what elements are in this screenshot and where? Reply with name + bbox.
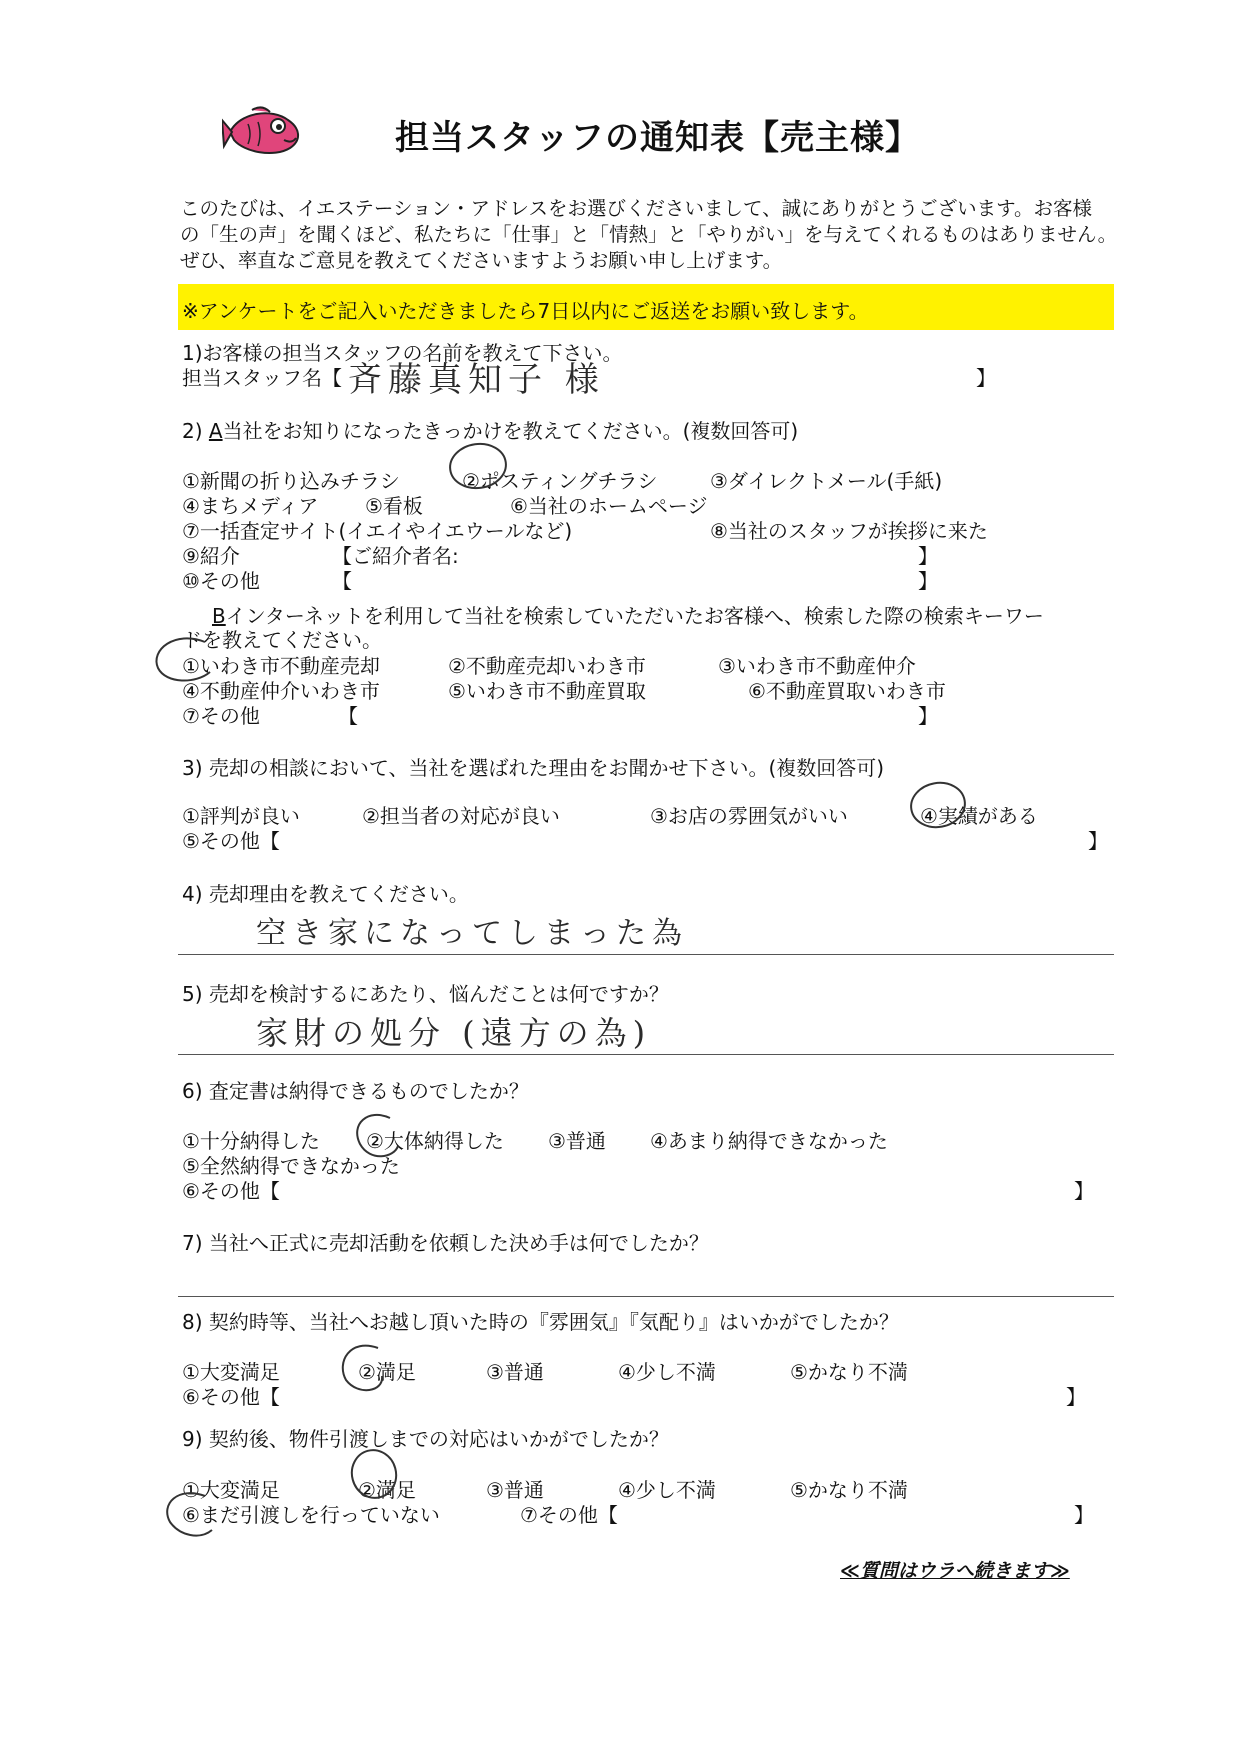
notice-text: ※アンケートをご記入いただきましたら7日以内にご返送をお願い致します。 xyxy=(182,299,869,323)
q2a-text: 当社をお知りになったきっかけを教えてください。(複数回答可) xyxy=(222,419,799,443)
q2a-referrer-field[interactable]: 【ご紹介者名: xyxy=(332,544,459,568)
q6-question: 6) 査定書は納得できるものでしたか？ xyxy=(182,1079,529,1103)
q3-other-close: 】 xyxy=(1088,829,1108,853)
q2a-referrer-close: 】 xyxy=(918,544,938,568)
q8-other-close: 】 xyxy=(1066,1385,1086,1409)
q3-question: 3) 売却の相談において、当社を選ばれた理由をお聞かせ下さい。(複数回答可) xyxy=(182,756,885,780)
q8-option-6[interactable]: ⑥その他【 xyxy=(182,1385,280,1409)
q2a-option-3[interactable]: ③ダイレクトメール(手紙) xyxy=(710,469,943,493)
q5-answer[interactable]: 家財の処分 (遠方の為) xyxy=(256,1014,652,1052)
q2b-option-2[interactable]: ②不動産売却いわき市 xyxy=(448,654,646,678)
q2b-option-1[interactable]: ①いわき市不動産売却 xyxy=(182,654,380,678)
q4-question: 4) 売却理由を教えてください。 xyxy=(182,882,469,906)
q2b-line-2: ドを教えてください。 xyxy=(182,628,382,652)
q8-option-3[interactable]: ③普通 xyxy=(486,1360,544,1384)
q9-option-3[interactable]: ③普通 xyxy=(486,1478,544,1502)
q2b-option-5[interactable]: ⑤いわき市不動産買取 xyxy=(448,679,646,703)
q2b-option-3[interactable]: ③いわき市不動産仲介 xyxy=(718,654,916,678)
q2b-option-4[interactable]: ④不動産仲介いわき市 xyxy=(182,679,380,703)
q7-question: 7) 当社へ正式に売却活動を依頼した決め手は何でしたか？ xyxy=(182,1231,709,1255)
q2b-text: インターネットを利用して当社を検索していただいたお客様へ、検索した際の検索キーワー xyxy=(225,604,1044,628)
q6-option-6[interactable]: ⑥その他【 xyxy=(182,1179,280,1203)
q3-option-4[interactable]: ④実績がある xyxy=(920,804,1038,828)
q2a-other-open: 【 xyxy=(332,569,352,593)
q3-selected-circle-mark xyxy=(908,779,969,832)
q2b-other-open: 【 xyxy=(338,704,358,728)
continued-on-back-note: ≪質問はウラへ続きます≫ xyxy=(840,1560,1070,1582)
q6-option-5[interactable]: ⑤全然納得できなかった xyxy=(182,1154,400,1178)
q9-option-1[interactable]: ①大変満足 xyxy=(182,1478,280,1502)
q5-question: 5) 売却を検討するにあたり、悩んだことは何ですか？ xyxy=(182,982,669,1006)
q2b-option-7[interactable]: ⑦その他 xyxy=(182,704,260,728)
q2a-selected-circle-mark xyxy=(447,440,509,491)
q2a-other-close: 】 xyxy=(918,569,938,593)
q3-option-2[interactable]: ②担当者の対応が良い xyxy=(362,804,560,828)
q8-option-2[interactable]: ②満足 xyxy=(358,1360,416,1384)
q2a-option-4[interactable]: ④まちメディア xyxy=(182,494,319,518)
q3-option-3[interactable]: ③お店の雰囲気がいい xyxy=(650,804,848,828)
intro-line-3: ぜひ、率直なご意見を教えてくださいますようお願い申し上げます。 xyxy=(180,249,783,272)
q1-question: 1)お客様の担当スタッフの名前を教えて下さい。 xyxy=(182,341,623,365)
q8-option-1[interactable]: ①大変満足 xyxy=(182,1360,280,1384)
q9-question: 9) 契約後、物件引渡しまでの対応はいかがでしたか？ xyxy=(182,1427,669,1451)
q9-option-5[interactable]: ⑤かなり不満 xyxy=(790,1478,908,1502)
q9-option-4[interactable]: ④少し不満 xyxy=(618,1478,716,1502)
intro-line-2: の「生の声」を聞くほど、私たちに「仕事」と「情熱」と「やりがい」を与えてくれるものはありません。 xyxy=(180,223,1118,246)
q8-option-5[interactable]: ⑤かなり不満 xyxy=(790,1360,908,1384)
q2a-option-10[interactable]: ⑩その他 xyxy=(182,569,260,593)
q6-option-3[interactable]: ③普通 xyxy=(548,1129,606,1153)
q9-option-6[interactable]: ⑥まだ引渡しを行っていない xyxy=(182,1503,440,1527)
q1-close: 】 xyxy=(976,366,996,390)
q2a-option-5[interactable]: ⑤看板 xyxy=(365,494,423,518)
q2b-other-close: 】 xyxy=(918,704,938,728)
q6-selected-circle-mark xyxy=(357,1115,398,1156)
q9-option-7[interactable]: ⑦その他【 xyxy=(520,1503,618,1527)
q6-other-close: 】 xyxy=(1074,1179,1094,1203)
q8-option-4[interactable]: ④少し不満 xyxy=(618,1360,716,1384)
q6-option-1[interactable]: ①十分納得した xyxy=(182,1129,320,1153)
q1-answer: 斉藤真知子 様 xyxy=(348,360,605,400)
q2a-option-9[interactable]: ⑨紹介 xyxy=(182,544,240,568)
q4-answer[interactable]: 空き家になってしまった為 xyxy=(256,916,688,951)
q3-option-5[interactable]: ⑤その他【 xyxy=(182,829,280,853)
q9-selected-circle-mark xyxy=(347,1445,402,1503)
page-title: 担当スタッフの通知表【売主様】 xyxy=(395,118,920,158)
q6-option-2[interactable]: ②大体納得した xyxy=(366,1129,504,1153)
q2b-letter: B xyxy=(212,604,226,628)
q2a-letter: A xyxy=(208,419,223,443)
q2a-option-1[interactable]: ①新聞の折り込みチラシ xyxy=(182,469,400,493)
q8-question: 8) 契約時等、当社へお越し頂いた時の『雰囲気』『気配り』はいかがでしたか？ xyxy=(182,1310,899,1334)
q2b-option-6[interactable]: ⑥不動産買取いわき市 xyxy=(748,679,946,703)
q2a-option-2[interactable]: ②ポスティングチラシ xyxy=(462,469,658,493)
intro-line-1: このたびは、イエステーション・アドレスをお選びくださいまして、誠にありがとうございます。お客様 xyxy=(180,197,1093,220)
q9-option-6-circle-mark xyxy=(167,1493,212,1535)
q3-option-1[interactable]: ①評判が良い xyxy=(182,804,300,828)
q2b-selected-circle-mark xyxy=(156,638,210,680)
q6-option-4[interactable]: ④あまり納得できなかった xyxy=(650,1129,888,1153)
q2a-prefix: 2) xyxy=(182,419,209,443)
q9-other-close: 】 xyxy=(1074,1503,1094,1527)
q8-selected-circle-mark xyxy=(343,1346,382,1391)
q2a-option-8[interactable]: ⑧当社のスタッフが挨拶に来た xyxy=(710,519,988,543)
q9-option-2[interactable]: ②満足 xyxy=(358,1478,416,1502)
q2a-option-7[interactable]: ⑦一括査定サイト(イエイやイエウールなど) xyxy=(182,519,573,543)
q1-label: 担当スタッフ名【 xyxy=(182,366,342,390)
q2a-option-6[interactable]: ⑥当社のホームページ xyxy=(510,494,708,518)
